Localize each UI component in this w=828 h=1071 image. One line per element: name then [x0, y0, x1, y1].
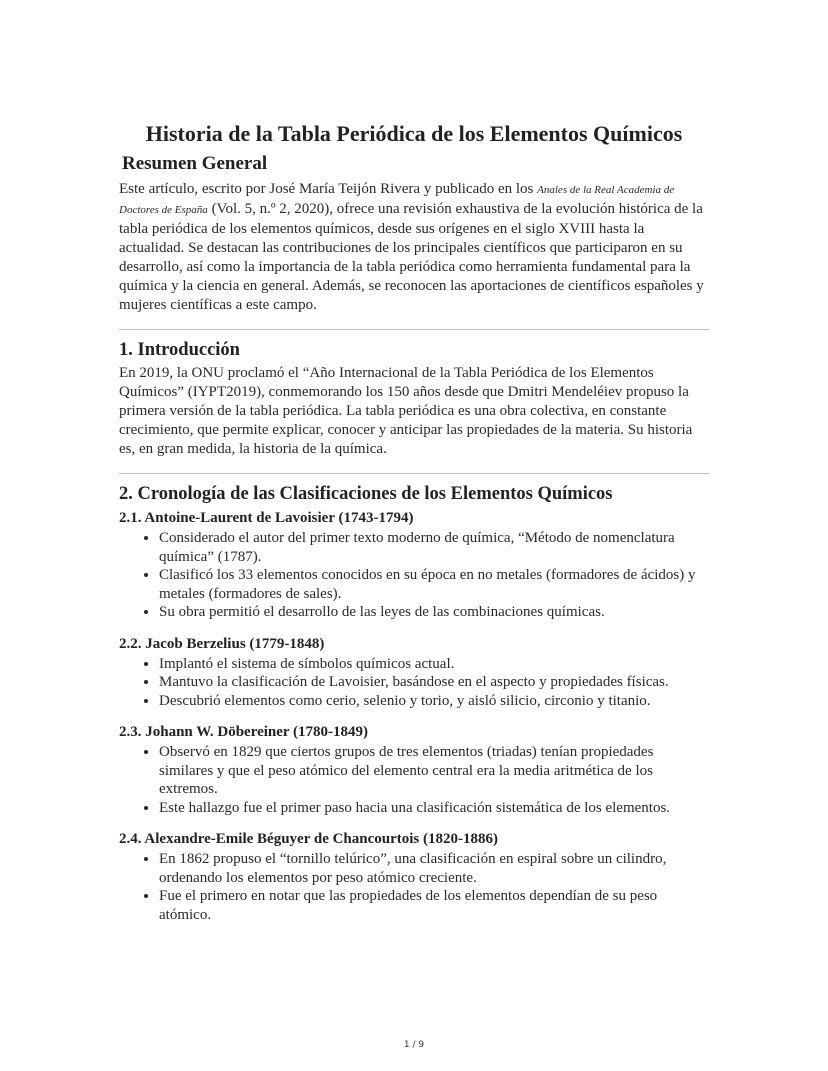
subsection-dobereiner	[119, 722, 709, 817]
bullet-list	[119, 655, 709, 711]
subsection-heading: 2.4. Alexandre-Emile Béguyer de Chancourtois (1820-1886)	[119, 831, 499, 847]
introduction-heading: 1. Introducción	[119, 340, 240, 360]
list-item: • Mantuvo la clasificación de Lavoisier, basándose en el aspecto y propiedades físicas.	[159, 673, 709, 692]
bullet-list	[119, 529, 709, 622]
list-item: • Su obra permitió el desarrollo de las leyes de las combinaciones químicas.	[159, 603, 709, 622]
list-item: • Descubrió elementos como cerio, selenio y torio, y aisló silicio, circonio y titanio.	[159, 692, 709, 711]
subsection-berzelius	[119, 634, 709, 711]
subsection-lavoisier	[119, 508, 709, 622]
subsection-heading: 2.2. Jacob Berzelius (1779-1848)	[119, 635, 325, 652]
section-divider	[119, 329, 709, 330]
list-item: • Fue el primero en notar que las propiedades de los elementos dependían de su peso atómico.	[159, 887, 709, 924]
journal-name: Anales de la Real Academia de Doctores de España	[119, 184, 675, 216]
list-item: • Considerado el autor del primer texto moderno de química, “Método de nomenclatura química” (1787).	[159, 529, 709, 566]
bullet-list	[119, 850, 709, 924]
list-item: • Implantó el sistema de símbolos químicos actual.	[159, 655, 709, 674]
summary-text-start: Este artículo, escrito por José María Teijón Rivera y publicado en los	[119, 181, 538, 197]
subsection-heading: 2.1. Antoine-Laurent de Lavoisier (1743-1794)	[119, 510, 414, 526]
chronology-heading: 2. Cronología de las Clasificaciones de los Elementos Químicos	[119, 484, 613, 504]
list-item: • En 1862 propuso el “tornillo telúrico”, una clasificación en espiral sobre un cilindro, ordenando los elementos por peso atómico creciente.	[159, 850, 709, 887]
page-number: 1 / 9	[403, 1040, 425, 1050]
bullet-list	[119, 743, 709, 817]
introduction-paragraph: En 2019, la ONU proclamó el “Año Internacional de la Tabla Periódica de los Elementos Químicos” (IYPT2019), conmemorando los 150 años desde que Dmitri Mendeléiev propuso la primera versión de la tabla periódica. La tabla periódica es una obra colectiva, en constante crecimiento, que permite explicar, conocer y anticipar las propiedades de la materia. Su historia es, en gran medida, la historia de la química.	[119, 365, 693, 457]
list-item: • Este hallazgo fue el primer paso hacia una clasificación sistemática de los elementos.	[159, 799, 709, 818]
document-title: Historia de la Tabla Periódica de los Elementos Químicos	[145, 121, 683, 146]
list-item: • Clasificó los 33 elementos conocidos en su época en no metales (formadores de ácidos) y metales (formadores de sales).	[159, 566, 709, 603]
summary-text-end: (Vol. 5, n.º 2, 2020), ofrece una revisión exhaustiva de la evolución histórica de la tabla periódica de los elementos químicos, desde sus orígenes en el siglo XVIII hasta la actualidad. Se destacan las contribuciones de los principales científicos que participaron en su desarrollo, así como la importancia de la tabla periódica como herramienta fundamental para la química y la ciencia en general. Además, se reconocen las aportaciones de científicos españoles y mujeres científicas a este campo.	[119, 201, 704, 313]
list-item: • Observó en 1829 que ciertos grupos de tres elementos (triadas) tenían propiedades similares y que el peso atómico del elemento central era la media aritmética de los extremos.	[159, 743, 709, 799]
subsection-chancourtois	[119, 829, 709, 924]
document-page	[119, 120, 709, 936]
section-divider	[119, 473, 709, 474]
subsection-heading: 2.3. Johann W. Döbereiner (1780-1849)	[119, 724, 369, 740]
summary-heading: Resumen General	[122, 153, 268, 174]
summary-paragraph	[119, 180, 709, 315]
